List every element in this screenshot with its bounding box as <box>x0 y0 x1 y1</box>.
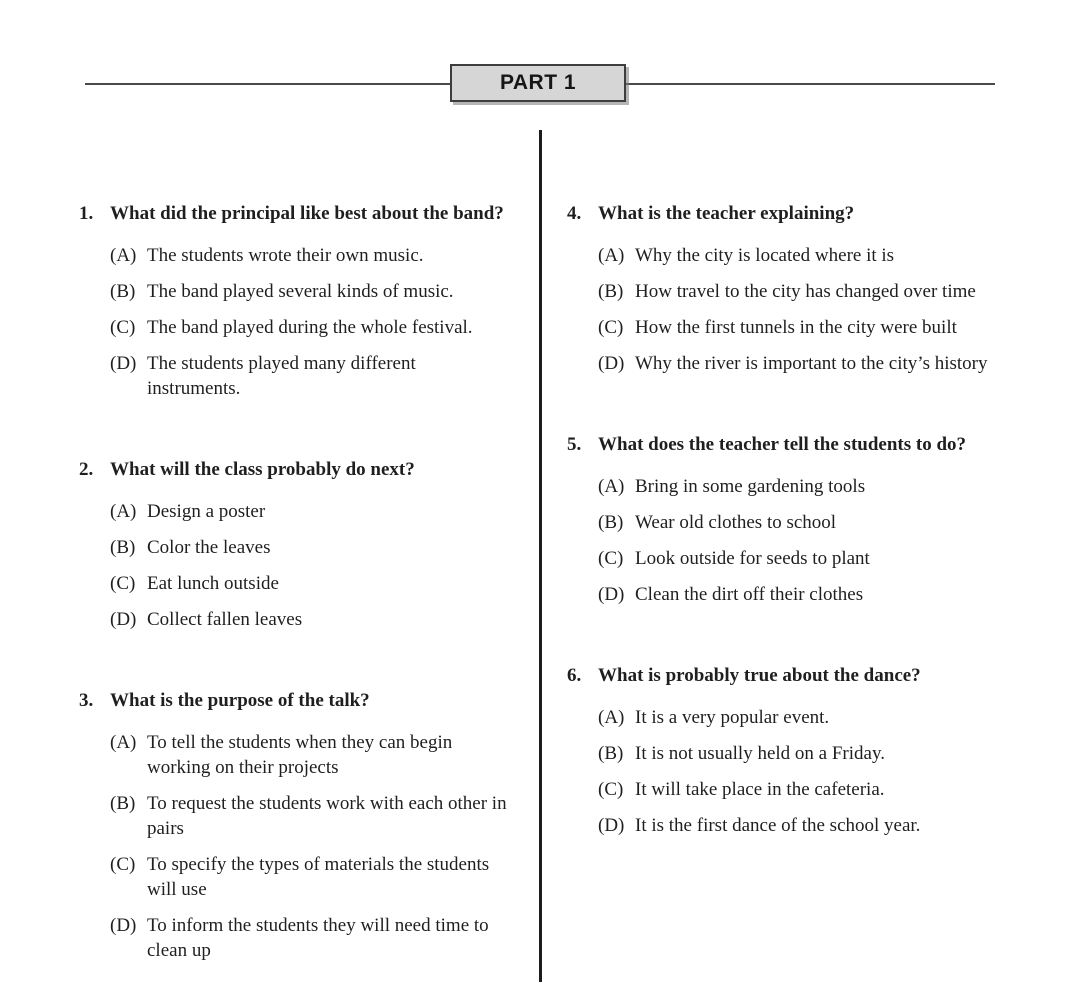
option-a <box>598 705 1040 730</box>
option-label: (C) <box>598 548 624 569</box>
question-text: What will the class probably do next? <box>110 459 415 480</box>
option-d <box>110 913 508 963</box>
option-text: To tell the students when they can begin working on their projects <box>147 732 453 778</box>
option-text: Wear old clothes to school <box>635 512 837 533</box>
option-label: (D) <box>598 584 625 605</box>
option-text: Why the river is important to the city’s history <box>635 353 988 374</box>
option-label: (B) <box>110 537 136 558</box>
question-text: What did the principal like best about the band? <box>110 203 504 224</box>
question-number: 4. <box>567 203 582 224</box>
part-header-label: PART 1 <box>499 71 577 94</box>
options-list <box>79 730 508 963</box>
option-b <box>598 510 1040 535</box>
question-text: What does the teacher tell the students to do? <box>598 434 967 455</box>
question-number: 6. <box>567 665 582 686</box>
option-label: (A) <box>598 245 625 266</box>
option-label: (C) <box>110 317 136 338</box>
option-d <box>110 351 508 401</box>
part-header-box <box>450 64 626 102</box>
option-text: Clean the dirt off their clothes <box>635 584 864 605</box>
option-text: The band played several kinds of music. <box>147 281 454 302</box>
option-text: The band played during the whole festival. <box>147 317 473 338</box>
option-a <box>110 730 508 780</box>
option-label: (D) <box>598 353 625 374</box>
option-label: (C) <box>598 779 624 800</box>
option-label: (C) <box>110 573 136 594</box>
option-label: (A) <box>110 501 137 522</box>
option-c <box>598 315 1040 340</box>
question-heading <box>79 688 508 714</box>
option-text: How travel to the city has changed over time <box>635 281 976 302</box>
option-a <box>598 474 1040 499</box>
option-text: The students played many different instruments. <box>147 353 416 399</box>
option-b <box>110 279 508 304</box>
option-text: It will take place in the cafeteria. <box>635 779 885 800</box>
option-label: (B) <box>598 743 624 764</box>
question-number: 2. <box>79 459 94 480</box>
option-c <box>110 571 508 596</box>
option-a <box>110 243 508 268</box>
options-list <box>79 499 508 632</box>
option-b <box>598 279 1040 304</box>
option-text: To specify the types of materials the students will use <box>147 854 490 900</box>
question-text: What is the purpose of the talk? <box>110 690 370 711</box>
option-label: (D) <box>110 915 137 936</box>
question-2 <box>79 457 508 632</box>
option-c <box>598 546 1040 571</box>
option-text: It is the first dance of the school year. <box>635 815 921 836</box>
option-d <box>598 582 1040 607</box>
question-text: What is probably true about the dance? <box>598 665 921 686</box>
page-header <box>0 0 1080 128</box>
option-label: (B) <box>110 281 136 302</box>
option-text: Eat lunch outside <box>147 573 279 594</box>
question-heading <box>567 432 1040 458</box>
option-d <box>110 607 508 632</box>
option-label: (C) <box>110 854 136 875</box>
option-b <box>110 535 508 560</box>
question-heading <box>79 457 508 483</box>
option-c <box>110 315 508 340</box>
option-label: (A) <box>598 707 625 728</box>
option-text: It is a very popular event. <box>635 707 830 728</box>
column-divider <box>539 130 542 982</box>
option-text: Look outside for seeds to plant <box>635 548 870 569</box>
option-label: (D) <box>598 815 625 836</box>
option-b <box>598 741 1040 766</box>
option-d <box>598 813 1040 838</box>
option-c <box>110 852 508 902</box>
question-heading <box>567 201 1040 227</box>
option-label: (B) <box>598 512 624 533</box>
option-text: Design a poster <box>147 501 266 522</box>
question-4 <box>567 201 1040 376</box>
question-1 <box>79 201 508 401</box>
options-list <box>567 474 1040 607</box>
option-label: (D) <box>110 353 137 374</box>
option-c <box>598 777 1040 802</box>
option-label: (C) <box>598 317 624 338</box>
question-number: 3. <box>79 690 94 711</box>
question-heading <box>79 201 508 227</box>
option-text: It is not usually held on a Friday. <box>635 743 885 764</box>
question-columns <box>0 128 1080 982</box>
question-5 <box>567 432 1040 607</box>
option-label: (A) <box>110 732 137 753</box>
option-text: To request the students work with each other in pairs <box>147 793 507 839</box>
question-number: 1. <box>79 203 94 224</box>
option-a <box>598 243 1040 268</box>
option-label: (D) <box>110 609 137 630</box>
option-label: (B) <box>598 281 624 302</box>
options-list <box>79 243 508 401</box>
option-text: To inform the students they will need time to clean up <box>147 915 489 961</box>
option-text: How the first tunnels in the city were built <box>635 317 957 338</box>
question-3 <box>79 688 508 963</box>
option-b <box>110 791 508 841</box>
left-column <box>0 128 540 982</box>
question-6 <box>567 663 1040 838</box>
option-text: Bring in some gardening tools <box>635 476 866 497</box>
options-list <box>567 243 1040 376</box>
option-text: Color the leaves <box>147 537 271 558</box>
question-heading <box>567 663 1040 689</box>
question-text: What is the teacher explaining? <box>598 203 855 224</box>
options-list <box>567 705 1040 838</box>
option-text: Collect fallen leaves <box>147 609 303 630</box>
option-label: (A) <box>110 245 137 266</box>
option-text: Why the city is located where it is <box>635 245 895 266</box>
option-text: The students wrote their own music. <box>147 245 424 266</box>
option-label: (B) <box>110 793 136 814</box>
question-number: 5. <box>567 434 582 455</box>
right-column <box>540 128 1080 982</box>
option-label: (A) <box>598 476 625 497</box>
option-a <box>110 499 508 524</box>
option-d <box>598 351 1040 376</box>
